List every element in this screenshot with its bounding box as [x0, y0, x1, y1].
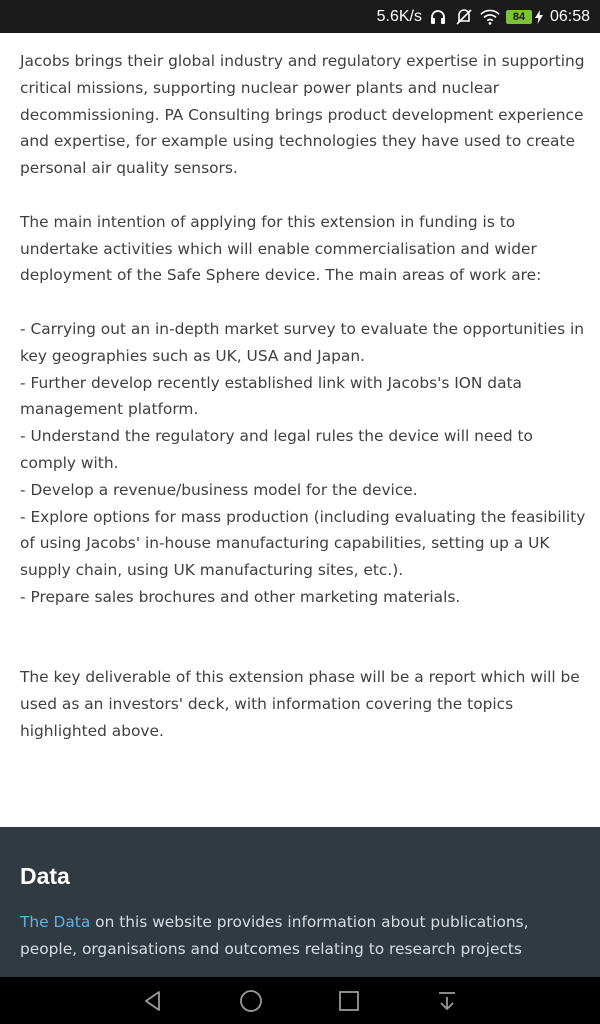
list-item: - Prepare sales brochures and other marketing materials. [20, 587, 461, 606]
status-bar [0, 0, 600, 33]
network-speed: 5.6K/s [376, 7, 422, 25]
footer-text: on this website provides information about publications, people, organisations and outcomes relating to research projects [20, 913, 529, 958]
the-data-link[interactable]: The Data [20, 913, 91, 931]
article-body [20, 48, 586, 745]
data-footer [0, 827, 600, 977]
notification-pull-icon[interactable] [398, 977, 496, 1024]
battery-icon: 84 [506, 10, 532, 24]
home-icon[interactable] [202, 977, 300, 1024]
list-item: - Carrying out an in-depth market survey to evaluate the opportunities in key geographies such as UK, USA and Japan. [20, 319, 585, 365]
article-paragraph: The main intention of applying for this extension in funding is to undertake activities which will enable commercialisation and wider deployment of the Safe Sphere device. The main areas of work are: [20, 212, 542, 285]
wifi-icon [480, 7, 500, 27]
mute-icon [454, 7, 474, 27]
article-paragraph: The key deliverable of this extension phase will be a report which will be used as an investors' deck, with information covering the topics highlighted above. [20, 668, 580, 740]
navigation-bar [0, 977, 600, 1024]
list-item: - Understand the regulatory and legal rules the device will need to comply with. [20, 427, 533, 472]
back-icon[interactable] [104, 977, 202, 1024]
footer-description [20, 909, 580, 963]
recents-icon[interactable] [300, 977, 398, 1024]
clock: 06:58 [549, 7, 590, 25]
list-item: - Further develop recently established link with Jacobs's ION data management platform. [20, 373, 522, 419]
list-item: - Explore options for mass production (including evaluating the feasibility of using Jacobs' in-house manufacturing capabilities, setting up a UK supply chain, using UK manufacturing sites, etc.). [20, 507, 586, 580]
charging-icon [534, 7, 544, 27]
headphones-icon [428, 7, 448, 27]
list-item: - Develop a revenue/business model for the device. [20, 480, 418, 499]
article-paragraph: Jacobs brings their global industry and regulatory expertise in supporting critical missions, supporting nuclear power plants and nuclear decommissioning. PA Consulting brings product development experience and expertise, for example using technologies they have used to create personal air quality sensors. [20, 52, 585, 178]
footer-title: Data [20, 863, 70, 889]
